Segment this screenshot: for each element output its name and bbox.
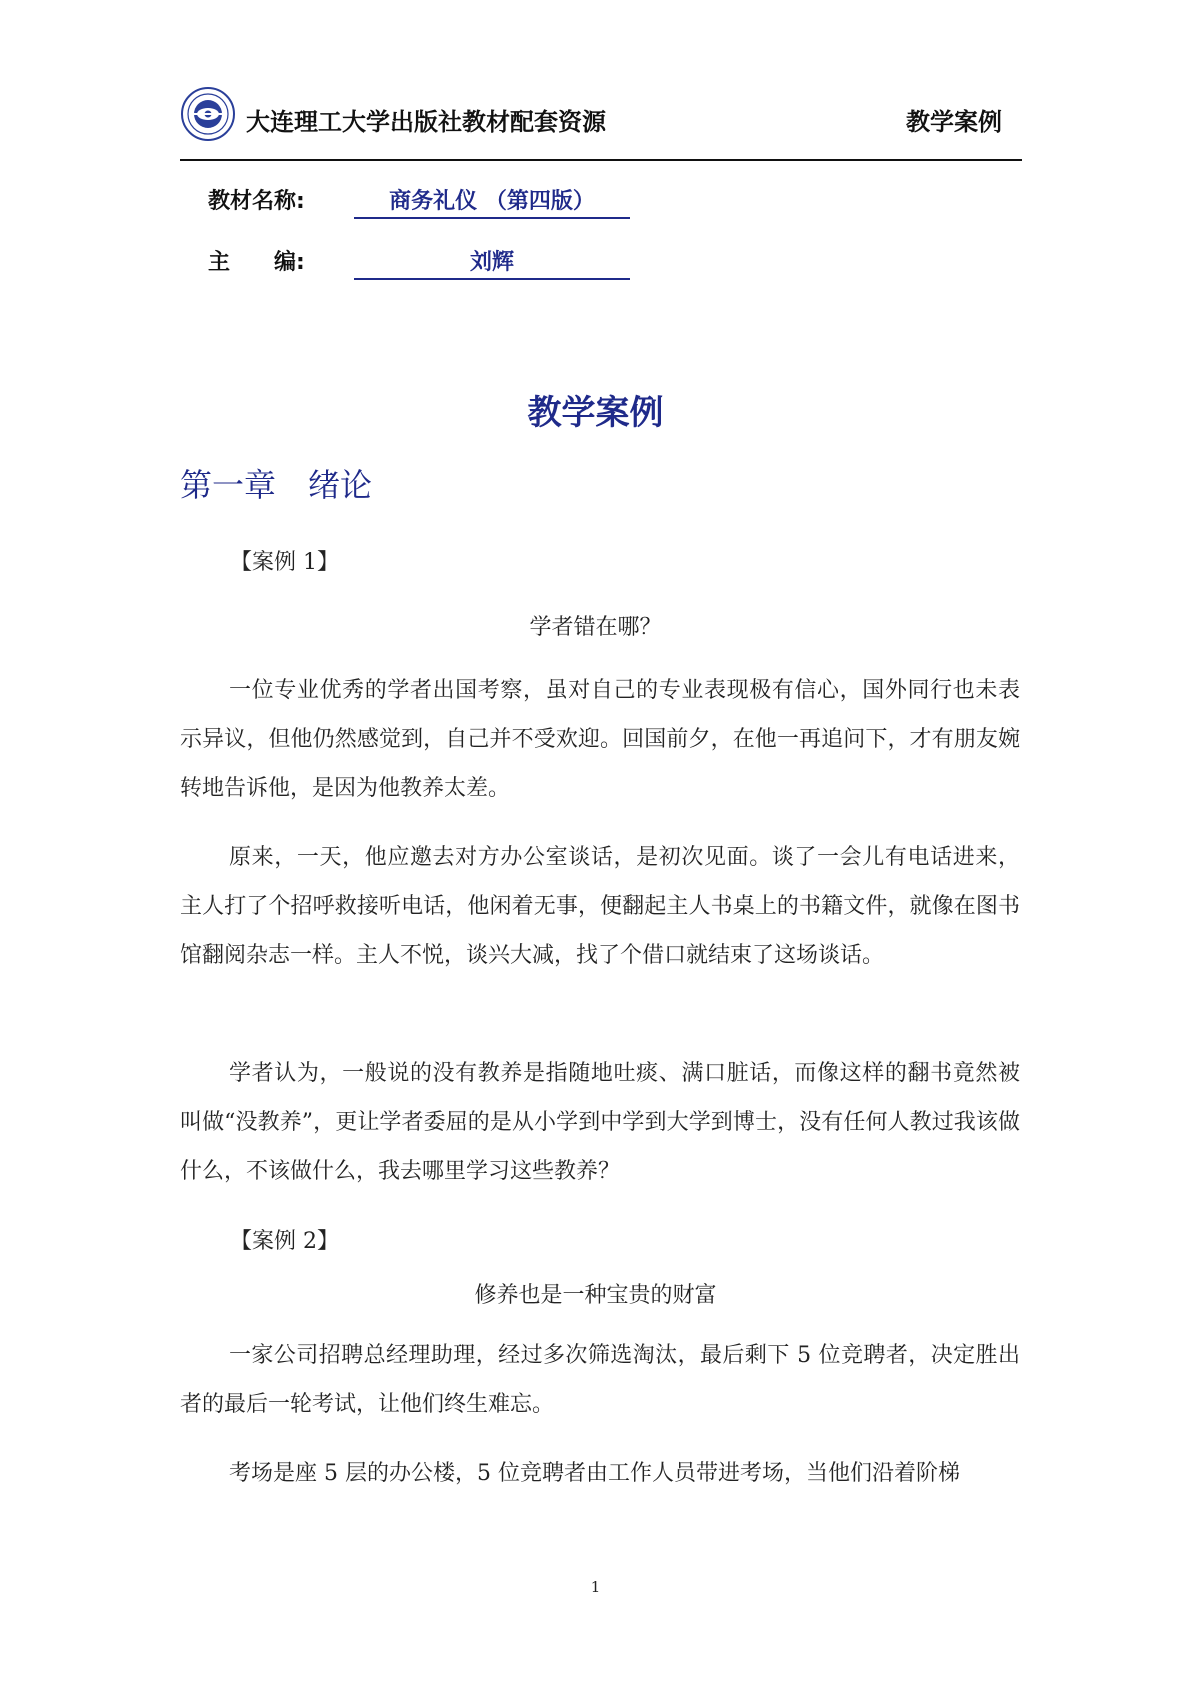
textbook-label: 教材名称: xyxy=(208,189,305,214)
case-paragraph: 一位专业优秀的学者出国考察，虽对自己的专业表现极有信心，国外同行也未表示异议，但他仍然感觉到，自己并不受欢迎。回国前夕，在他一再追问下，才有朋友婉转地告诉他，是因为他教养太差。 xyxy=(180,678,1020,801)
case-paragraph: 学者认为，一般说的没有教养是指随地吐痰、满口脏话，而像这样的翻书竟然被叫做“没教养”，更让学者委屈的是从小学到中学到大学到博士，没有任何人教过我该做什么，不该做什么，我去哪里学习这些教养？ xyxy=(180,1061,1020,1184)
case-paragraph: 原来，一天，他应邀去对方办公室谈话，是初次见面。谈了一会儿有电话进来，主人打了个招呼救接听电话，他闲着无事，便翻起主人书桌上的书籍文件，就像在图书馆翻阅杂志一样。主人不悦，谈兴大减，找了个借口就结束了这场谈话。 xyxy=(180,845,1020,968)
chapter-heading: 第一章 绪论 xyxy=(180,466,373,504)
case-paragraph: 考场是座 5 层的办公楼，5 位竞聘者由工作人员带进考场，当他们沿着阶梯 xyxy=(229,1461,960,1486)
section-label: 教学案例 xyxy=(906,108,1002,136)
case-title: 学者错在哪？ xyxy=(529,615,662,640)
university-seal-icon xyxy=(180,86,236,142)
header-divider xyxy=(180,159,1022,161)
case-paragraph: 一家公司招聘总经理助理，经过多次筛选淘汰，最后剩下 5 位竞聘者，决定胜出者的最后一轮考试，让他们终生难忘。 xyxy=(180,1343,1020,1417)
page-header xyxy=(180,86,1020,156)
editor-label: 主 编: xyxy=(208,250,305,275)
publisher-title: 大连理工大学出版社教材配套资源 xyxy=(246,108,606,136)
case-label: 【案例 1】 xyxy=(230,550,339,575)
case-label: 【案例 2】 xyxy=(230,1229,339,1254)
case-title: 修养也是一种宝贵的财富 xyxy=(474,1283,717,1308)
document-title: 教学案例 xyxy=(527,393,664,433)
textbook-value: 商务礼仪 （第四版） xyxy=(354,184,630,219)
page-number: 1 xyxy=(590,1578,601,1596)
editor-value: 刘辉 xyxy=(354,245,630,280)
